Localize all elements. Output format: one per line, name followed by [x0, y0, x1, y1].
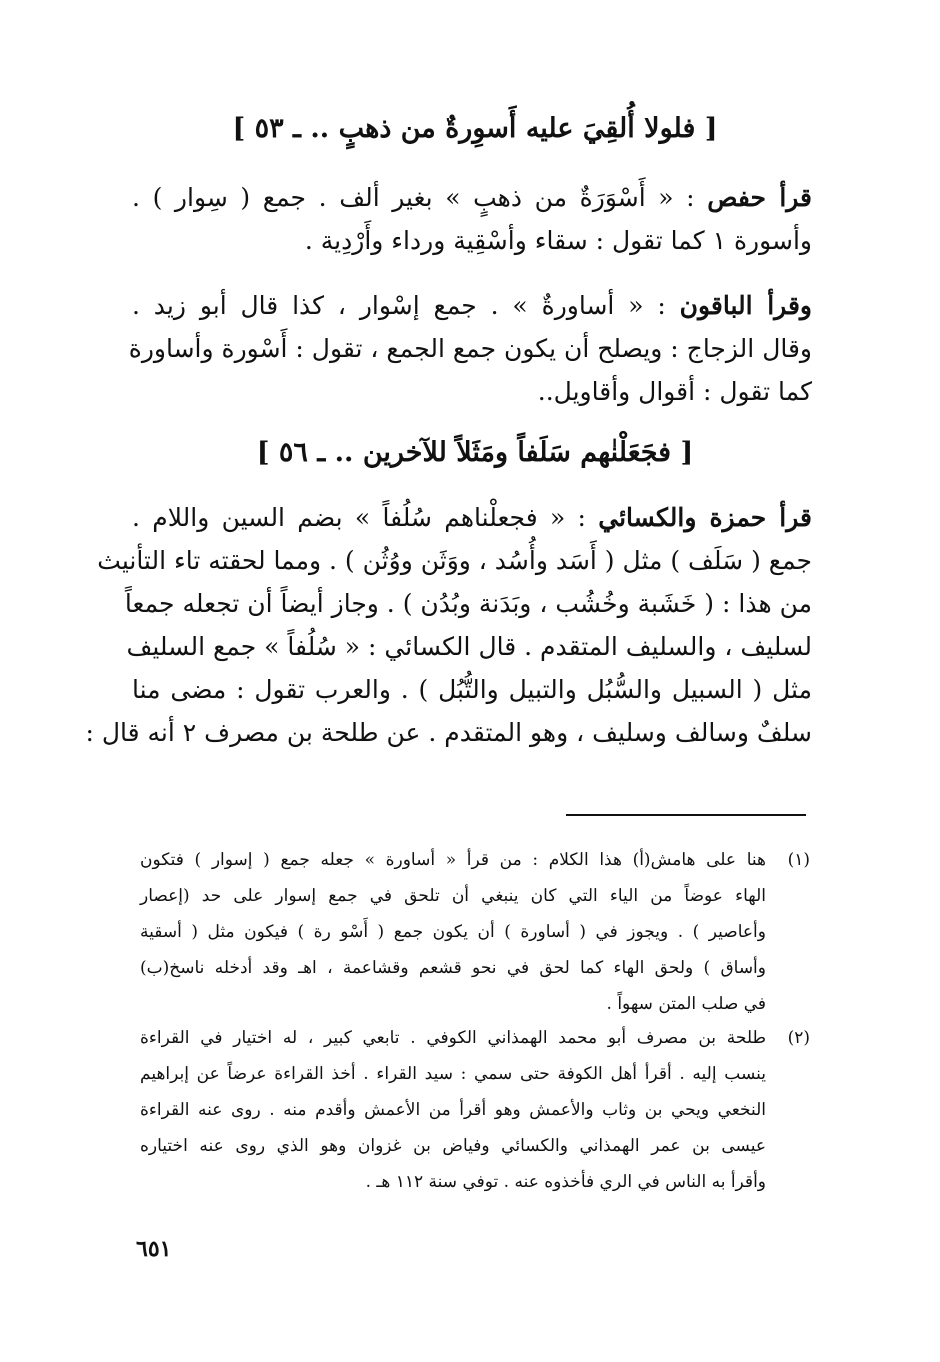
text-line: من هذا : ( خَشَبة وخُشُب ، وبَدَنة وبُدُن ) . وجاز أيضاً أن تجعله جمعاً	[124, 589, 812, 618]
text-line: كما تقول : أقوال وأقاويل..	[537, 377, 812, 406]
footnote-divider	[566, 814, 806, 816]
footnote-line: النخعي ويحي بن وثاب والأعمش وهو أقرأ من الأعمش وأقدم منه . روى عنه القراءة	[140, 1100, 766, 1120]
footnote-line: هنا على هامش(أ) هذا الكلام : من قرأ « أساورة » جعله جمع ( إسوار ) فتكون	[140, 850, 766, 870]
paragraph-hafs	[132, 176, 812, 262]
footnote-body	[140, 1020, 766, 1200]
footnote-line: عيسى بن عمر الهمذاني والكسائي وفياض بن غزوان وهو الذي روى عنه اختياره	[140, 1136, 766, 1156]
footnote-line: وأقرأ به الناس في الري فأخذوه عنه . توفي سنة ١١٢ هـ .	[365, 1172, 766, 1192]
page-number: ٦٥١	[136, 1236, 172, 1262]
text-line: لسليف ، والسليف المتقدم . قال الكسائي : « سُلُفاً » جمع السليف	[126, 632, 812, 661]
section-heading-verse-53: [ فلولا أُلقِيَ عليه أَسوِرةٌ من ذهبٍ .. ـ ٥٣ ]	[232, 113, 718, 144]
reader-name: وقرأ الباقون	[679, 291, 812, 320]
footnote-1	[140, 842, 810, 1022]
section-heading-verse-56: [ فجَعَلْنٰهم سَلَفاً ومَثَلاً للآخرين .. ـ ٥٦ ]	[256, 437, 694, 468]
footnote-line: الهاء عوضاً من الياء التي كان ينبغي أن تلحق في جمع إسوار على حد (إعصار	[140, 886, 766, 906]
text-line: وقال الزجاج : ويصلح أن يكون جمع الجمع ، تقول : أَسْورة وأساورة	[128, 334, 812, 363]
text-line: وأسورة ١ كما تقول : سقاء وأسْقِية ورداء وأَرْدِية .	[304, 226, 812, 255]
footnote-2	[140, 1020, 810, 1200]
reader-name: قرأ حمزة والكسائي	[598, 503, 812, 532]
reader-name: قرأ حفص	[707, 183, 813, 212]
footnote-line: ينسب إليه . أقرأ أهل الكوفة حتى سمي : سيد القراء . أخذ القراءة عرضاً عن إبراهيم	[140, 1064, 766, 1084]
text-line: جمع ( سَلَف ) مثل ( أَسَد وأُسُد ، ووَثَن ووُثُن ) . ومما لحقته تاء التأنيث	[97, 546, 812, 575]
footnote-body	[140, 842, 766, 1022]
footnote-line: وأساق ) ولحق الهاء كما لحق في نحو قشعم وقشاعمة ، اهـ وقد أدخله ناسخ(ب)	[140, 958, 766, 978]
paragraph-hamza-kisai	[85, 496, 812, 754]
footnote-number: (١)	[787, 850, 810, 870]
text-line: سلفٌ وسالف وسليف ، وهو المتقدم . عن طلحة بن مصرف ٢ أنه قال :	[85, 718, 812, 747]
text-line: وقرأ الباقون : « أساورةٌ » . جمع إسْوار ، كذا قال أبو زيد .	[132, 291, 812, 320]
footnote-line: وأعاصير ) . ويجوز في ( أساورة ) أن يكون جمع ( أَسْو رة ) فيكون مثل ( أسقية	[140, 922, 766, 942]
text-line: مثل ( السبيل والسُّبُل والتبيل والتُّبُل ) . والعرب تقول : مضى منا	[132, 675, 812, 704]
paragraph-others	[128, 284, 812, 413]
footnote-line: في صلب المتن سهواً .	[606, 994, 766, 1014]
footnote-line: طلحة بن مصرف أبو محمد الهمذاني الكوفي . تابعي كبير ، له اختيار في القراءة	[140, 1028, 766, 1048]
text-line: قرأ حفص : « أَسْوَرَةٌ من ذهبٍ » بغير ألف . جمع ( سِوار ) .	[132, 183, 813, 212]
footnote-number: (٢)	[787, 1028, 810, 1048]
text-line: قرأ حمزة والكسائي : « فجعلْناهم سُلُفاً » بضم السين واللام .	[132, 503, 812, 532]
